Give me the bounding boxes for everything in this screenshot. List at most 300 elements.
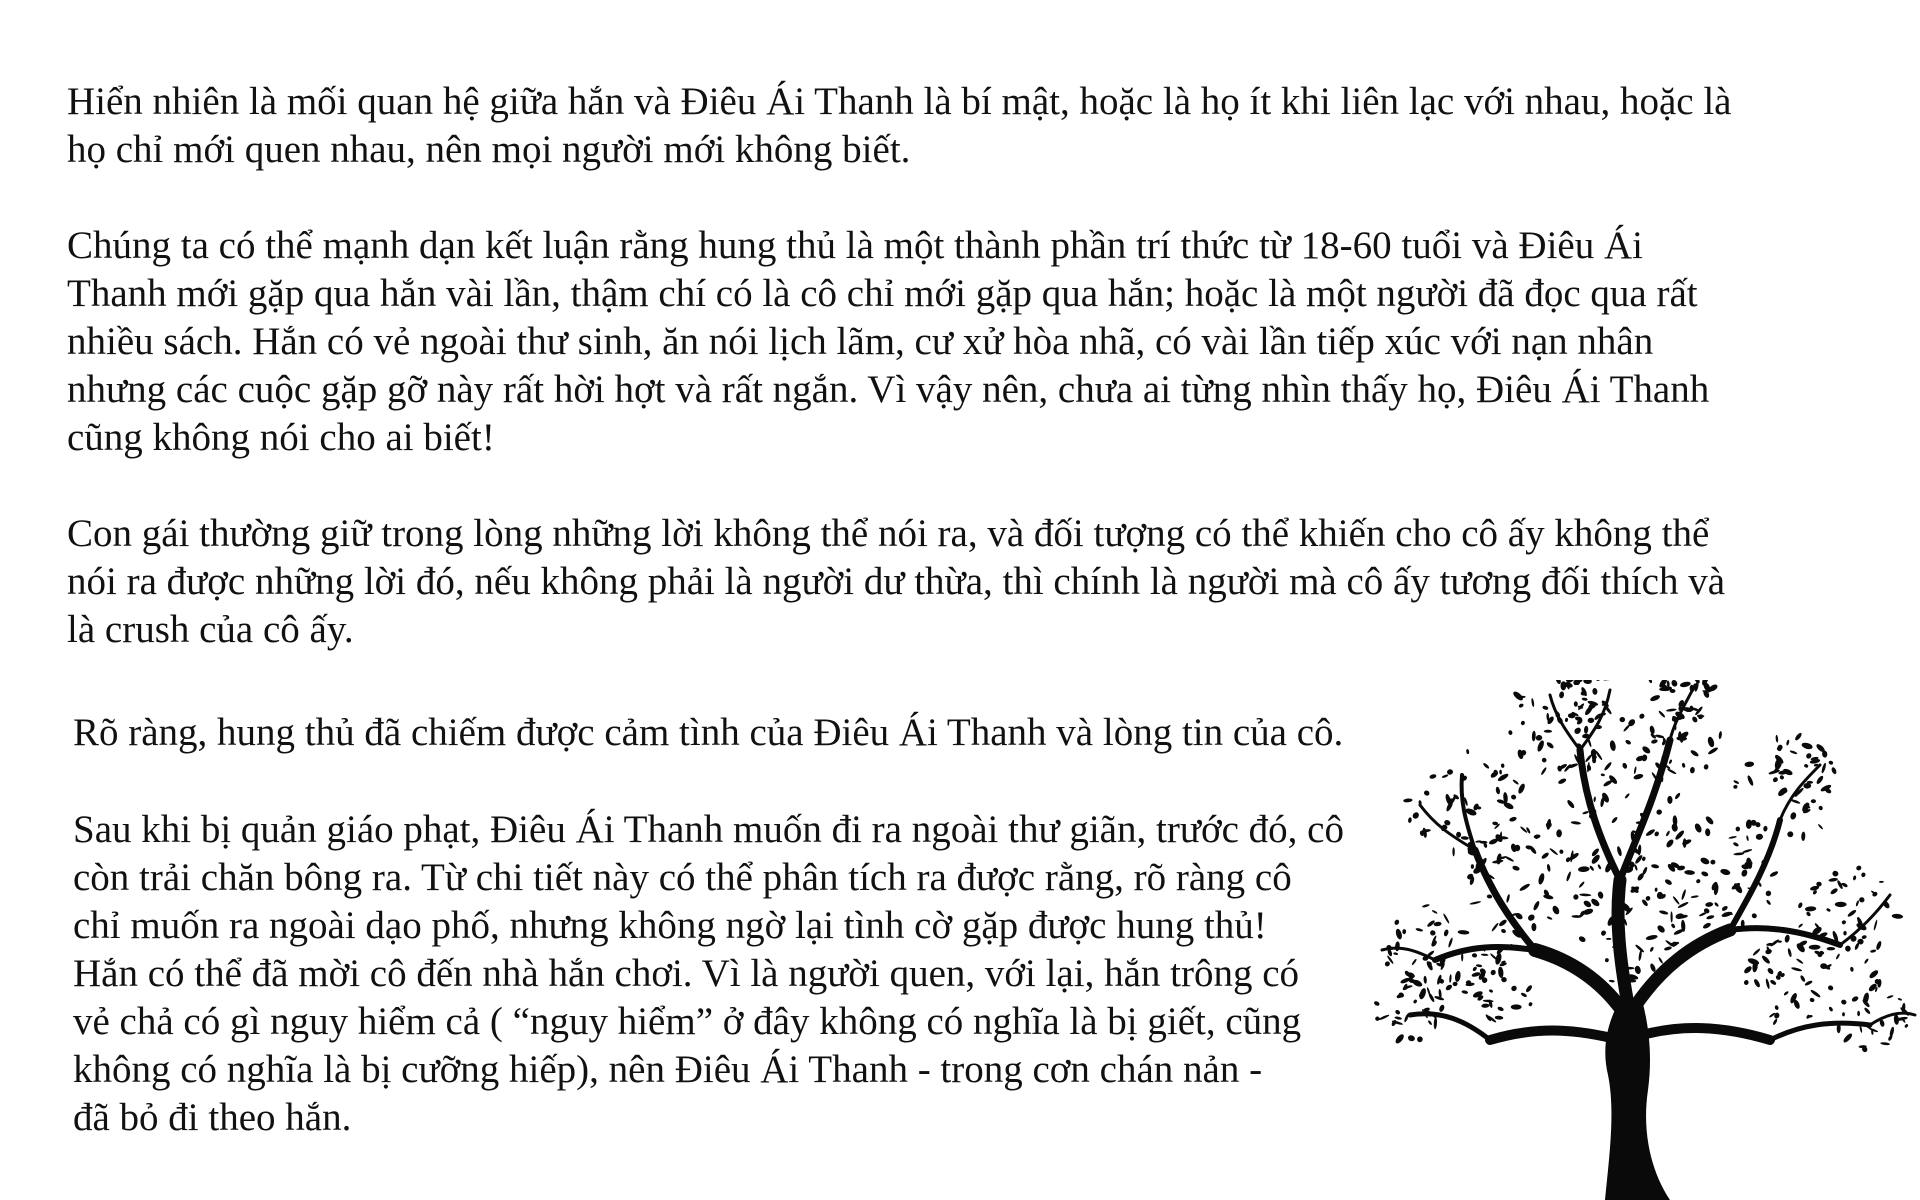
leaf-mark (1443, 913, 1450, 924)
leaf-mark (1374, 1016, 1380, 1022)
leaf-mark (1659, 910, 1669, 916)
leaf-mark (1763, 826, 1768, 832)
leaf-mark (1714, 902, 1720, 908)
leaf-mark (1430, 930, 1436, 936)
leaf-mark (1542, 705, 1549, 710)
leaf-mark (1488, 989, 1493, 993)
leaf-mark (1481, 953, 1489, 956)
text-line: Hắn có thể đã mời cô đến nhà hắn chơi. Vì là người quen, với lại, hắn trông có (73, 952, 1300, 995)
leaf-mark (1841, 920, 1847, 926)
leaf-mark (1811, 799, 1816, 803)
leaf-mark (1498, 966, 1504, 978)
leaf-mark (1579, 893, 1591, 896)
leaf-mark (1721, 911, 1733, 918)
leaf-mark (1667, 768, 1677, 775)
leaf-mark (1787, 948, 1792, 957)
leaf-mark (1804, 763, 1809, 768)
leaf-mark (1469, 901, 1481, 906)
leaf-mark (1578, 935, 1587, 943)
leaf-mark (1844, 945, 1851, 952)
leaf-mark (1641, 754, 1648, 762)
leaf-mark (1483, 999, 1494, 1002)
leaf-mark (1855, 865, 1862, 871)
leaf-mark (1500, 928, 1506, 934)
leaf-mark (1886, 995, 1893, 999)
leaf-mark (1557, 777, 1567, 785)
leaf-mark (1602, 680, 1607, 681)
leaf-mark (1779, 774, 1785, 780)
leaf-mark (1704, 815, 1714, 826)
leaf-mark (1705, 828, 1711, 836)
leaf-mark (1520, 720, 1525, 725)
leaf-mark (1541, 757, 1547, 763)
leaf-mark (1432, 910, 1438, 915)
leaf-mark (1782, 768, 1793, 777)
leaf-mark (1777, 940, 1781, 942)
leaf-mark (1510, 985, 1518, 993)
leaf-mark (1675, 913, 1684, 920)
leaf-mark (1670, 680, 1678, 688)
leaf-mark (1799, 975, 1806, 983)
leaf-mark (1710, 859, 1716, 865)
leaf-mark (1448, 937, 1454, 948)
tree-silhouette-icon (1370, 680, 1920, 1200)
text-line: Thanh mới gặp qua hắn vài lần, thậm chí có là cô chỉ mới gặp qua hắn; hoặc là một người đã đọc qua rất (67, 272, 1698, 315)
leaf-mark (1733, 842, 1740, 848)
leaf-mark (1471, 864, 1474, 869)
leaf-mark (1690, 895, 1698, 898)
leaf-mark (1635, 944, 1645, 953)
leaf-mark (1415, 928, 1423, 933)
leaf-mark (1593, 796, 1596, 802)
leaf-mark (1597, 891, 1604, 900)
leaf-mark (1693, 822, 1702, 833)
leaf-mark (1746, 835, 1749, 841)
leaf-mark (1559, 849, 1564, 854)
leaf-mark (1855, 900, 1859, 907)
leaf-mark (1684, 870, 1695, 875)
leaf-mark (1707, 746, 1719, 755)
leaf-mark (1651, 739, 1658, 745)
leaf-mark (1556, 829, 1562, 837)
text-line: đã bỏ đi theo hắn. (73, 1096, 352, 1139)
leaf-mark (1423, 790, 1430, 797)
leaf-mark (1720, 868, 1731, 876)
leaf-mark (1546, 864, 1551, 872)
leaf-mark (1445, 984, 1453, 992)
leaf-mark (1805, 911, 1811, 917)
leaf-mark (1863, 1007, 1871, 1015)
leaf-mark (1665, 830, 1670, 837)
leaf-mark (1452, 847, 1454, 856)
leaf-mark (1461, 953, 1463, 962)
leaf-mark (1765, 890, 1772, 897)
leaf-mark (1605, 958, 1610, 963)
leaf-mark (1804, 980, 1813, 987)
leaf-mark (1821, 762, 1827, 773)
leaf-mark (1733, 784, 1738, 789)
leaf-mark (1655, 734, 1665, 739)
leaf-mark (1527, 913, 1536, 922)
leaf-mark (1873, 919, 1878, 930)
leaf-mark (1897, 998, 1902, 1002)
leaf-mark (1403, 798, 1413, 803)
leaf-mark (1533, 834, 1540, 839)
leaf-mark (1809, 997, 1815, 1003)
leaf-mark (1794, 732, 1803, 742)
leaf-mark (1681, 763, 1685, 769)
leaf-mark (1828, 877, 1838, 882)
leaf-mark (1816, 882, 1822, 887)
leaf-mark (1702, 922, 1712, 930)
leaf-mark (1670, 911, 1672, 922)
paragraph-1 (67, 78, 1732, 174)
leaf-mark (1428, 992, 1436, 1002)
leaf-mark (1772, 776, 1779, 783)
leaf-mark (1694, 706, 1703, 716)
leaf-mark (1441, 774, 1448, 779)
leaf-mark (1472, 966, 1477, 972)
leaf-mark (1847, 909, 1857, 918)
leaf-mark (1394, 919, 1400, 926)
leaf-mark (1774, 1005, 1779, 1011)
leaf-mark (1842, 1012, 1845, 1016)
leaf-mark (1625, 739, 1632, 745)
leaf-mark (1892, 913, 1904, 919)
leaf-mark (1495, 786, 1500, 794)
leaf-mark (1786, 739, 1790, 745)
leaf-mark (1532, 731, 1536, 742)
leaf-mark (1384, 960, 1391, 967)
leaf-mark (1418, 987, 1427, 1000)
leaf-mark (1449, 974, 1452, 983)
leaf-mark (1633, 773, 1644, 780)
text-line: còn trải chăn bông ra. Từ chi tiết này có thể phân tích ra được rằng, rõ ràng cô (73, 856, 1292, 899)
leaf-mark (1705, 902, 1713, 908)
text-line: Hiển nhiên là mối quan hệ giữa hắn và Điêu Ái Thanh là bí mật, hoặc là họ ít khi liên lạc với nhau, hoặc là (67, 80, 1732, 123)
leaf-mark (1805, 906, 1817, 912)
leaf-mark (1546, 819, 1552, 831)
leaf-mark (1789, 798, 1800, 804)
leaf-mark (1603, 761, 1612, 771)
leaf-mark (1592, 688, 1598, 695)
leaf-mark (1728, 836, 1737, 840)
leaf-mark (1498, 919, 1508, 928)
leaf-mark (1589, 865, 1595, 871)
leaf-mark (1566, 799, 1575, 809)
leaf-mark (1658, 710, 1666, 718)
leaf-mark (1810, 989, 1821, 999)
leaf-mark (1519, 883, 1531, 892)
leaf-mark (1798, 923, 1804, 928)
leaf-mark (1826, 908, 1831, 912)
leaf-mark (1658, 957, 1664, 964)
leaf-mark (1422, 904, 1430, 908)
leaf-mark (1508, 730, 1513, 736)
leaf-mark (1528, 845, 1537, 855)
leaf-mark (1573, 894, 1579, 900)
leaf-mark (1601, 773, 1606, 776)
leaf-mark (1517, 783, 1526, 795)
leaf-mark (1740, 869, 1748, 878)
leaf-mark (1664, 878, 1673, 886)
leaf-mark (1395, 941, 1400, 951)
leaf-mark (1641, 745, 1652, 755)
leaf-mark (1623, 967, 1634, 970)
leaf-mark (1827, 984, 1834, 991)
leaf-mark (1840, 999, 1847, 1005)
leaf-mark (1427, 1020, 1432, 1026)
leaf-mark (1664, 946, 1673, 951)
leaf-mark (1772, 1018, 1778, 1025)
leaf-mark (1411, 958, 1417, 965)
leaf-mark (1648, 680, 1653, 684)
leaf-mark (1447, 769, 1454, 775)
leaf-mark (1606, 680, 1616, 681)
leaf-mark (1616, 846, 1622, 857)
leaf-mark (1638, 713, 1645, 720)
leaf-mark (1651, 864, 1660, 869)
leaf-mark (1784, 934, 1790, 943)
leaf-mark (1755, 833, 1763, 840)
leaf-mark (1721, 905, 1729, 912)
leaf-mark (1665, 838, 1675, 848)
leaf-mark (1565, 718, 1569, 723)
leaf-mark (1373, 1000, 1380, 1006)
leaf-mark (1606, 938, 1611, 940)
leaf-mark (1491, 922, 1499, 932)
text-line: vẻ chả có gì nguy hiểm cả ( “nguy hiểm” ở đây không có nghĩa là bị giết, cũng (73, 1000, 1302, 1043)
leaf-mark (1718, 731, 1722, 739)
leaf-mark (1645, 895, 1652, 902)
text-line: Sau khi bị quản giáo phạt, Điêu Ái Thanh muốn đi ra ngoài thư giãn, trước đó, cô (73, 808, 1344, 851)
leaf-mark (1835, 902, 1847, 907)
text-line: cũng không nói cho ai biết! (67, 416, 495, 459)
leaf-mark (1656, 924, 1666, 934)
leaf-mark (1751, 912, 1758, 919)
leaf-mark (1859, 897, 1865, 903)
leaf-mark (1566, 871, 1572, 882)
text-line: nói ra được những lời đó, nếu không phải là người dư thừa, thì chính là người mà cô ấy tương đối thích và (67, 560, 1726, 603)
leaf-mark (1497, 772, 1510, 782)
leaf-mark (1654, 831, 1660, 837)
leaf-mark (1544, 730, 1552, 733)
leaf-mark (1828, 1006, 1833, 1012)
leaf-mark (1667, 796, 1672, 804)
leaf-mark (1817, 824, 1823, 830)
leaf-mark (1423, 976, 1427, 984)
leaf-mark (1752, 948, 1761, 956)
leaf-mark (1674, 792, 1681, 800)
leaf-mark (1582, 697, 1588, 701)
leaf-mark (1634, 965, 1642, 975)
leaf-mark (1668, 759, 1672, 764)
leaf-mark (1619, 717, 1625, 723)
leaf-mark (1590, 853, 1601, 865)
leaf-mark (1394, 1033, 1405, 1045)
leaf-mark (1578, 866, 1590, 872)
leaf-mark (1803, 783, 1811, 789)
leaf-mark (1828, 760, 1834, 766)
paragraph-4 (73, 709, 1343, 757)
leaf-mark (1769, 870, 1779, 878)
leaf-mark (1868, 969, 1879, 980)
leaf-mark (1526, 827, 1532, 834)
leaf-mark (1452, 981, 1457, 986)
leaf-mark (1540, 767, 1547, 776)
leaf-mark (1851, 995, 1859, 1002)
leaf-mark (1394, 1009, 1401, 1015)
leaf-mark (1461, 836, 1469, 840)
leaf-mark (1827, 947, 1836, 951)
leaf-mark (1559, 691, 1565, 699)
leaf-mark (1541, 852, 1550, 860)
leaf-mark (1853, 875, 1857, 881)
leaf-mark (1600, 930, 1607, 937)
leaf-mark (1879, 881, 1884, 883)
leaf-mark (1582, 811, 1589, 815)
leaf-mark (1904, 1023, 1909, 1028)
leaf-mark (1520, 992, 1527, 998)
leaf-mark (1504, 855, 1515, 862)
leaf-mark (1531, 923, 1536, 931)
text-line: Con gái thường giữ trong lòng những lời không thể nói ra, và đối tượng có thể khiến cho cô ấy không thể (67, 512, 1710, 555)
leaf-mark (1857, 1011, 1860, 1016)
leaf-mark (1408, 817, 1412, 823)
leaf-mark (1525, 984, 1533, 993)
leaf-mark (1703, 764, 1709, 770)
leaf-mark (1487, 894, 1493, 899)
leaf-mark (1590, 897, 1601, 907)
leaf-mark (1394, 1016, 1402, 1020)
leaf-mark (1701, 871, 1709, 878)
leaf-mark (1861, 872, 1867, 878)
text-line: Rõ ràng, hung thủ đã chiếm được cảm tình của Điêu Ái Thanh và lòng tin của cô. (73, 711, 1344, 754)
leaf-mark (1416, 1035, 1424, 1043)
leaf-mark (1407, 1034, 1416, 1042)
paragraph-3 (67, 510, 1725, 654)
leaf-mark (1433, 1017, 1437, 1029)
leaf-mark (1443, 929, 1449, 937)
leaf-mark (1649, 946, 1654, 952)
leaf-mark (1637, 844, 1641, 855)
leaf-mark (1743, 965, 1753, 975)
leaf-mark (1472, 953, 1478, 958)
leaf-mark (1765, 978, 1770, 989)
leaf-mark (1835, 953, 1840, 960)
leaf-mark (1830, 887, 1839, 895)
leaf-mark (1594, 680, 1601, 682)
leaf-mark (1699, 856, 1710, 865)
leaf-mark (1649, 725, 1655, 734)
leaf-mark (1864, 958, 1869, 964)
leaf-mark (1629, 885, 1640, 894)
leaf-mark (1633, 766, 1636, 774)
leaf-mark (1789, 811, 1797, 820)
leaf-mark (1597, 864, 1602, 870)
leaf-mark (1861, 935, 1867, 940)
leaf-mark (1509, 816, 1518, 822)
leaf-mark (1395, 928, 1403, 940)
leaf-mark (1574, 701, 1578, 706)
leaf-mark (1880, 1042, 1890, 1046)
leaf-mark (1789, 750, 1797, 755)
leaf-mark (1454, 970, 1461, 982)
leaf-mark (1546, 916, 1552, 920)
leaf-mark (1378, 1014, 1390, 1021)
leaf-mark (1429, 773, 1437, 779)
leaf-mark (1433, 921, 1441, 926)
leaf-mark (1672, 896, 1680, 906)
leaf-mark (1587, 718, 1594, 724)
leaf-mark (1499, 770, 1502, 775)
leaf-mark (1413, 999, 1418, 1004)
leaf-mark (1691, 716, 1698, 724)
leaf-mark (1481, 1003, 1490, 1008)
text-line: nhưng các cuộc gặp gỡ này rất hời hợt và rất ngắn. Vì vậy nên, chưa ai từng nhìn thấy họ, Điêu Ái Thanh (67, 368, 1710, 411)
paragraph-5 (73, 806, 1344, 1142)
leaf-mark (1551, 905, 1560, 916)
leaf-mark (1497, 1006, 1504, 1012)
leaf-mark (1736, 827, 1740, 832)
leaf-mark (1787, 831, 1794, 837)
text-line: Chúng ta có thể mạnh dạn kết luận rằng hung thủ là một thành phần trí thức từ 18-60 tuổi và Điêu Ái (67, 224, 1643, 267)
leaf-mark (1495, 1016, 1504, 1020)
leaf-mark (1535, 735, 1542, 742)
leaf-mark (1510, 794, 1517, 801)
leaf-mark (1743, 979, 1749, 985)
leaf-mark (1622, 762, 1628, 769)
leaf-mark (1402, 929, 1406, 934)
leaf-mark (1695, 878, 1701, 884)
text-line: là crush của cô ấy. (67, 608, 354, 651)
leaf-mark (1801, 832, 1805, 842)
text-line: không có nghĩa là bị cưỡng hiếp), nên Điêu Ái Thanh - trong cơn chán nản - (73, 1048, 1263, 1091)
leaf-mark (1766, 967, 1774, 975)
leaf-mark (1512, 779, 1519, 785)
leaf-mark (1518, 703, 1524, 709)
leaf-mark (1706, 915, 1715, 921)
leaf-mark (1690, 767, 1696, 774)
text-line: họ chỉ mới quen nhau, nên mọi người mới không biết. (67, 128, 911, 171)
leaf-mark (1775, 735, 1778, 743)
leaf-mark (1466, 749, 1470, 754)
leaf-mark (1393, 952, 1398, 955)
leaf-mark (1609, 980, 1615, 983)
leaf-mark (1831, 870, 1839, 878)
leaf-mark (1537, 873, 1545, 886)
leaf-mark (1611, 816, 1618, 824)
leaf-mark (1761, 954, 1771, 964)
leaf-mark (1801, 742, 1814, 751)
leaf-mark (1655, 887, 1658, 891)
leaf-mark (1586, 764, 1591, 771)
leaf-mark (1699, 912, 1707, 917)
leaf-mark (1549, 847, 1558, 855)
leaf-mark (1583, 680, 1592, 684)
leaf-mark (1870, 949, 1877, 953)
leaf-mark (1746, 775, 1754, 787)
leaf-mark (1645, 828, 1656, 837)
leaf-mark (1411, 811, 1420, 820)
leaf-mark (1677, 901, 1689, 909)
leaf-mark (1733, 780, 1740, 785)
leaf-mark (1796, 958, 1804, 965)
leaf-mark (1843, 931, 1847, 936)
leaf-mark (1403, 1013, 1409, 1023)
leaf-mark (1532, 900, 1540, 911)
leaf-mark (1818, 805, 1824, 811)
